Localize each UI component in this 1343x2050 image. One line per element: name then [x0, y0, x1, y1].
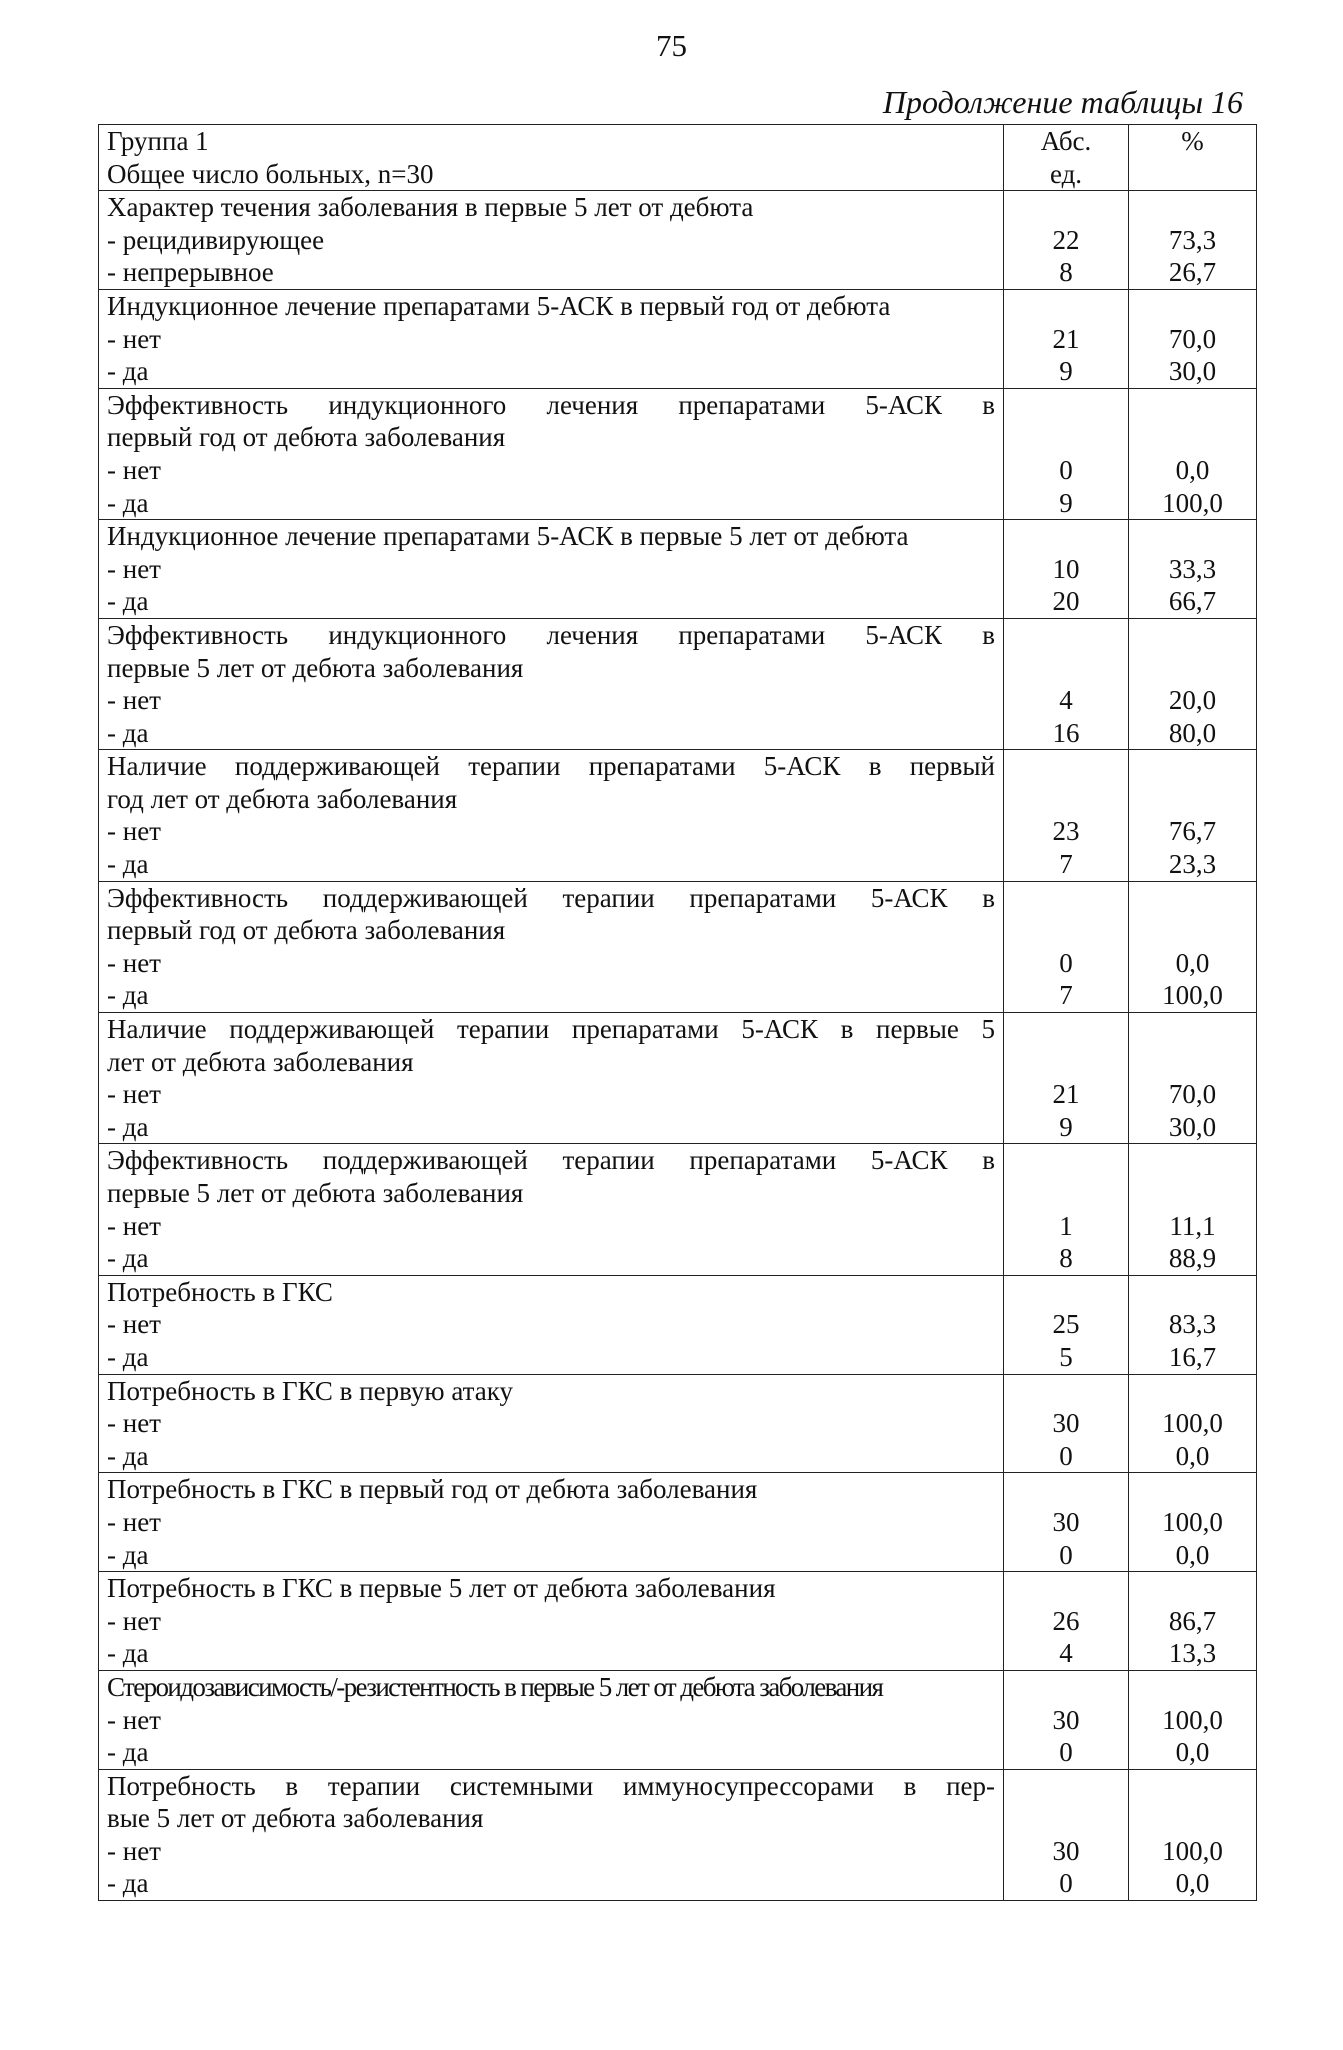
section-title-line: первые 5 лет от дебюта заболевания [107, 1178, 524, 1208]
group-label: Группа 1 [107, 126, 209, 156]
section-label-cell [99, 1374, 1004, 1473]
data-table [98, 124, 1257, 1901]
spacer [1012, 1144, 1120, 1177]
spacer [1012, 1802, 1120, 1835]
pct-value: 0,0 [1175, 1440, 1210, 1471]
abs-value: 7 [1059, 849, 1073, 880]
section-title-line: Потребность в ГКС в первые 5 лет от дебюта заболевания [107, 1573, 776, 1604]
pct-value-cell [1129, 289, 1257, 388]
section-title-line: Индукционное лечение препаратами 5-АСК в первый год от дебюта [107, 290, 891, 321]
abs-value: 10 [1052, 553, 1080, 584]
table-row [99, 1275, 1257, 1374]
spacer [1137, 1375, 1248, 1408]
abs-value: 4 [1059, 1638, 1073, 1669]
pct-header: % [1181, 126, 1204, 156]
pct-value-cell [1129, 1374, 1257, 1473]
header-label-cell [99, 125, 1004, 191]
section-label-cell [99, 520, 1004, 619]
section-title-line: Потребность в ГКС в первую атаку [107, 1375, 513, 1406]
pct-value: 88,9 [1168, 1243, 1217, 1274]
section-title-line: Потребность в терапии системными иммуносупрессорами в пер- [107, 1770, 995, 1801]
spacer [1137, 1671, 1248, 1704]
pct-value: 11,1 [1169, 1210, 1216, 1241]
section-label-cell [99, 289, 1004, 388]
section-title-line: Стероидозависимость/-резистентность в первые 5 лет от дебюта заболевания [107, 1671, 883, 1702]
abs-value-cell [1004, 388, 1129, 519]
pct-value: 30,0 [1168, 1111, 1217, 1142]
spacer [1012, 1276, 1120, 1309]
spacer [1012, 1046, 1120, 1079]
pct-value-cell [1129, 750, 1257, 881]
pct-value: 0,0 [1175, 1868, 1210, 1899]
pct-value: 0,0 [1175, 947, 1210, 978]
spacer [1012, 191, 1120, 224]
section-label-cell [99, 881, 1004, 1012]
abs-value: 0 [1059, 1737, 1073, 1768]
section-label-cell [99, 1769, 1004, 1900]
row-label: - да [107, 717, 149, 748]
abs-value: 0 [1059, 454, 1073, 485]
row-label: - нет [107, 1835, 161, 1866]
spacer [1137, 882, 1248, 915]
abs-value: 1 [1059, 1210, 1073, 1241]
pct-value: 83,3 [1168, 1309, 1217, 1340]
section-title-line: Наличие поддерживающей терапии препаратами 5-АСК в первый [107, 751, 995, 782]
spacer [1012, 290, 1120, 323]
abs-value: 4 [1059, 685, 1073, 716]
abs-value: 8 [1059, 1243, 1073, 1274]
abs-value: 20 [1052, 586, 1080, 617]
spacer [1012, 389, 1120, 422]
abs-value: 0 [1059, 1440, 1073, 1471]
abs-value-cell [1004, 1572, 1129, 1671]
row-label: - нет [107, 1079, 161, 1110]
table-row [99, 520, 1257, 619]
table-row [99, 1144, 1257, 1275]
table-row [99, 1013, 1257, 1144]
spacer [1137, 783, 1248, 816]
section-label-cell [99, 1670, 1004, 1769]
spacer [1137, 750, 1248, 783]
pct-value: 20,0 [1168, 685, 1217, 716]
abs-value-cell [1004, 618, 1129, 749]
section-title-line: первый год от дебюта заболевания [107, 915, 506, 946]
abs-value: 30 [1052, 1506, 1080, 1537]
spacer [1012, 1473, 1120, 1506]
table-row [99, 1769, 1257, 1900]
abs-value: 25 [1052, 1309, 1080, 1340]
abs-value: 5 [1059, 1341, 1073, 1372]
total-patients-label: Общее число больных, n=30 [107, 158, 434, 189]
spacer [1012, 1375, 1120, 1408]
spacer [1012, 914, 1120, 947]
row-label: - да [107, 487, 149, 518]
pct-value: 73,3 [1168, 224, 1217, 255]
abs-value: 16 [1052, 717, 1080, 748]
row-label: - нет [107, 323, 161, 354]
abs-value: 26 [1052, 1605, 1080, 1636]
spacer [1137, 290, 1248, 323]
section-title-line: Эффективность индукционного лечения препаратами 5-АСК в [107, 389, 995, 420]
abs-value: 0 [1059, 1868, 1073, 1899]
abs-value-cell [1004, 1473, 1129, 1572]
abs-value-cell [1004, 1670, 1129, 1769]
pct-value-cell [1129, 1144, 1257, 1275]
pct-value: 86,7 [1168, 1605, 1217, 1636]
abs-value: 22 [1052, 224, 1080, 255]
spacer [1012, 520, 1120, 553]
row-label: - да [107, 1737, 149, 1768]
section-label-cell [99, 1144, 1004, 1275]
table-body [99, 125, 1257, 1901]
pct-value: 0,0 [1175, 1737, 1210, 1768]
pct-value: 0,0 [1175, 454, 1210, 485]
abs-value: 9 [1059, 487, 1073, 518]
table-header-row [99, 125, 1257, 191]
row-label: - да [107, 1868, 149, 1899]
spacer [1137, 619, 1248, 652]
section-label-cell [99, 1473, 1004, 1572]
header-pct-cell [1129, 125, 1257, 191]
abs-value: 9 [1059, 1111, 1073, 1142]
row-label: - да [107, 356, 149, 387]
abs-value-cell [1004, 1275, 1129, 1374]
pct-value-cell [1129, 881, 1257, 1012]
abs-value-cell [1004, 881, 1129, 1012]
table-row [99, 1572, 1257, 1671]
row-label: - да [107, 1440, 149, 1471]
pct-value: 33,3 [1168, 553, 1217, 584]
pct-value-cell [1129, 1769, 1257, 1900]
row-label: - нет [107, 1408, 161, 1439]
spacer [1137, 191, 1248, 224]
spacer [1012, 421, 1120, 454]
spacer [1012, 1013, 1120, 1046]
pct-value: 70,0 [1168, 1079, 1217, 1110]
section-title-line: лет от дебюта заболевания [107, 1046, 414, 1077]
table-row [99, 618, 1257, 749]
section-label-cell [99, 191, 1004, 290]
row-label: - нет [107, 947, 161, 978]
abs-value-cell [1004, 1144, 1129, 1275]
pct-value-cell [1129, 618, 1257, 749]
row-label: - да [107, 849, 149, 880]
abs-value: 21 [1052, 323, 1080, 354]
abs-value-cell [1004, 1374, 1129, 1473]
spacer [1012, 1770, 1120, 1803]
spacer [1012, 750, 1120, 783]
abs-value: 23 [1052, 816, 1080, 847]
row-label: - непрерывное [107, 257, 274, 288]
abs-value: 0 [1059, 1539, 1073, 1570]
table-row [99, 191, 1257, 290]
pct-value-cell [1129, 1473, 1257, 1572]
row-label: - да [107, 1111, 149, 1142]
abs-value: 21 [1052, 1079, 1080, 1110]
row-label: - да [107, 980, 149, 1011]
pct-value: 80,0 [1168, 717, 1217, 748]
row-label: - нет [107, 1210, 161, 1241]
pct-value: 100,0 [1162, 1835, 1223, 1866]
spacer [1137, 914, 1248, 947]
row-label: - нет [107, 1309, 161, 1340]
row-label: - да [107, 1638, 149, 1669]
abs-value-cell [1004, 520, 1129, 619]
abs-value-cell [1004, 191, 1129, 290]
spacer [1137, 1276, 1248, 1309]
spacer [1137, 1802, 1248, 1835]
spacer [1137, 389, 1248, 422]
section-label-cell [99, 1013, 1004, 1144]
table-row [99, 1374, 1257, 1473]
section-title-line: Эффективность поддерживающей терапии препаратами 5-АСК в [107, 882, 995, 913]
pct-value-cell [1129, 388, 1257, 519]
abs-value: 30 [1052, 1408, 1080, 1439]
pct-value: 26,7 [1168, 257, 1217, 288]
pct-value-cell [1129, 191, 1257, 290]
table-row [99, 881, 1257, 1012]
pct-value: 0,0 [1175, 1539, 1210, 1570]
abs-value-cell [1004, 1013, 1129, 1144]
abs-value: 0 [1059, 947, 1073, 978]
abs-value: 7 [1059, 980, 1073, 1011]
table-row [99, 1670, 1257, 1769]
spacer [1137, 1177, 1248, 1210]
row-label: - рецидивирующее [107, 224, 325, 255]
pct-value: 13,3 [1168, 1638, 1217, 1669]
section-label-cell [99, 1275, 1004, 1374]
row-label: - нет [107, 1605, 161, 1636]
spacer [1137, 652, 1248, 685]
abs-value: 8 [1059, 257, 1073, 288]
table-row [99, 388, 1257, 519]
pct-value-cell [1129, 1275, 1257, 1374]
row-label: - нет [107, 454, 161, 485]
header-abs-cell [1004, 125, 1129, 191]
spacer [1137, 1046, 1248, 1079]
section-label-cell [99, 750, 1004, 881]
abs-value: 30 [1052, 1704, 1080, 1735]
abs-value: 9 [1059, 356, 1073, 387]
abs-value: 30 [1052, 1835, 1080, 1866]
section-title-line: Потребность в ГКС в первый год от дебюта заболевания [107, 1474, 758, 1505]
spacer [1012, 652, 1120, 685]
section-title-line: Характер течения заболевания в первые 5 лет от дебюта [107, 192, 754, 223]
spacer [1137, 1473, 1248, 1506]
section-title-line: Индукционное лечение препаратами 5-АСК в первые 5 лет от дебюта [107, 521, 909, 552]
section-title-line: вые 5 лет от дебюта заболевания [107, 1803, 484, 1834]
row-label: - нет [107, 685, 161, 716]
section-label-cell [99, 388, 1004, 519]
pct-value: 66,7 [1168, 586, 1217, 617]
pct-value: 16,7 [1168, 1341, 1217, 1372]
pct-value: 100,0 [1162, 1408, 1223, 1439]
spacer [1012, 1671, 1120, 1704]
section-title-line: Эффективность индукционного лечения препаратами 5-АСК в [107, 619, 995, 650]
pct-value: 100,0 [1162, 1506, 1223, 1537]
spacer [1137, 1144, 1248, 1177]
table-caption: Продолжение таблицы 16 [882, 84, 1243, 120]
pct-value: 100,0 [1162, 1704, 1223, 1735]
pct-value-cell [1129, 1572, 1257, 1671]
table-row [99, 289, 1257, 388]
spacer [1012, 1177, 1120, 1210]
spacer [1137, 520, 1248, 553]
section-title-line: первый год от дебюта заболевания [107, 422, 506, 453]
spacer [1012, 882, 1120, 915]
pct-value: 70,0 [1168, 323, 1217, 354]
abs-header-line1: Абс. [1040, 126, 1092, 156]
row-label: - нет [107, 816, 161, 847]
abs-header-line2: ед. [1049, 158, 1083, 189]
pct-value-cell [1129, 1670, 1257, 1769]
table-row [99, 750, 1257, 881]
pct-value-cell [1129, 1013, 1257, 1144]
spacer [1137, 1572, 1248, 1605]
section-title-line: первые 5 лет от дебюта заболевания [107, 652, 524, 683]
abs-value-cell [1004, 750, 1129, 881]
row-label: - да [107, 586, 149, 617]
row-label: - нет [107, 1506, 161, 1537]
pct-value: 23,3 [1168, 849, 1217, 880]
pct-value: 76,7 [1168, 816, 1217, 847]
pct-value-cell [1129, 520, 1257, 619]
page-number: 75 [656, 28, 687, 63]
row-label: - нет [107, 1704, 161, 1735]
spacer [1137, 1013, 1248, 1046]
row-label: - нет [107, 553, 161, 584]
spacer [1012, 1572, 1120, 1605]
table-row [99, 1473, 1257, 1572]
pct-value: 30,0 [1168, 356, 1217, 387]
abs-value-cell [1004, 289, 1129, 388]
spacer [1012, 783, 1120, 816]
spacer [1137, 1770, 1248, 1803]
section-label-cell [99, 618, 1004, 749]
row-label: - да [107, 1243, 149, 1274]
row-label: - да [107, 1539, 149, 1570]
row-label: - да [107, 1341, 149, 1372]
spacer [1012, 619, 1120, 652]
abs-value-cell [1004, 1769, 1129, 1900]
pct-value: 100,0 [1162, 980, 1223, 1011]
section-title-line: Потребность в ГКС [107, 1276, 333, 1307]
pct-value: 100,0 [1162, 487, 1223, 518]
section-title-line: год лет от дебюта заболевания [107, 783, 458, 814]
section-label-cell [99, 1572, 1004, 1671]
spacer [1137, 421, 1248, 454]
section-title-line: Эффективность поддерживающей терапии препаратами 5-АСК в [107, 1145, 995, 1176]
section-title-line: Наличие поддерживающей терапии препаратами 5-АСК в первые 5 [107, 1014, 995, 1045]
